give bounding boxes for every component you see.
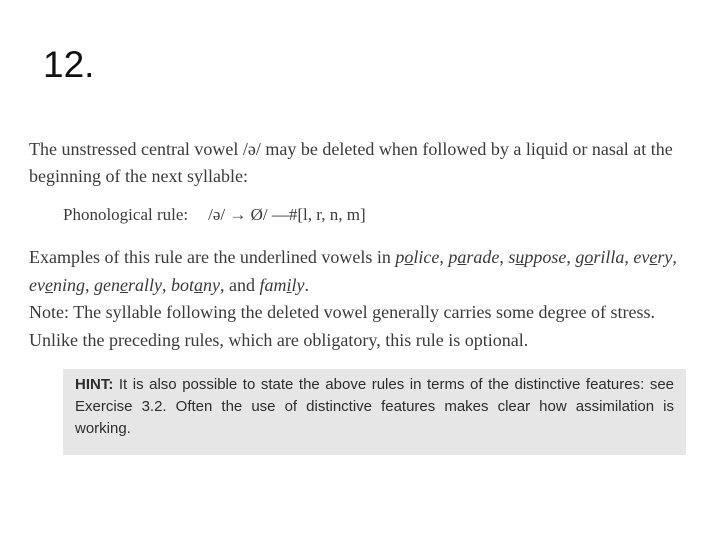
underlined-vowel: a [457,247,467,267]
underlined-vowel: a [194,274,204,295]
underlined-vowel: o [404,247,414,267]
underlined-vowel: e [44,274,53,295]
note-text: Note: The syllable following the deleted vowel generally carries some degree of stress. Unlike the preceding rules, which are obligatory, this rule is optional. [29,302,655,350]
underlined-vowel: e [120,274,128,295]
hint-label: HINT: [75,376,114,393]
example-word: generally [94,274,162,295]
examples-period: . [304,274,310,295]
slide-number: 12. [43,44,95,85]
underlined-vowel: e [649,247,658,267]
example-word: police [395,247,440,267]
example-word: family [259,274,305,295]
example-word: every [633,247,673,267]
underlined-vowel: i [286,274,292,295]
examples-intro: Examples of this rule are the underlined vowels in [29,247,396,267]
rule-formula: /ə/ → Ø/ —#[l, r, n, m] [208,205,366,224]
example-words: police, parade, suppose, gorilla, every, evening, generally, botany, and family [29,247,677,295]
rule-description: The unstressed central vowel /ə/ may be deleted when followed by a liquid or nasal at the beginning of the next syllable: [29,139,673,186]
rule-label: Phonological rule: [63,205,189,224]
example-word: gorilla [575,247,625,267]
example-word: suppose [508,247,567,267]
phonological-rule [63,202,366,228]
hint-box [63,369,686,455]
example-word: botany [171,274,221,295]
hint-text: It is also possible to state the above rules in terms of the distinctive features: see Exercise 3.2. Often the use of distinctive features makes clear how assimilation is working. [75,376,674,437]
examples-and: and [229,274,260,295]
underlined-vowel: u [515,247,525,267]
underlined-vowel: o [584,247,594,267]
example-word: evening [29,274,85,295]
examples-paragraph [29,244,699,354]
example-word: parade [448,247,500,267]
